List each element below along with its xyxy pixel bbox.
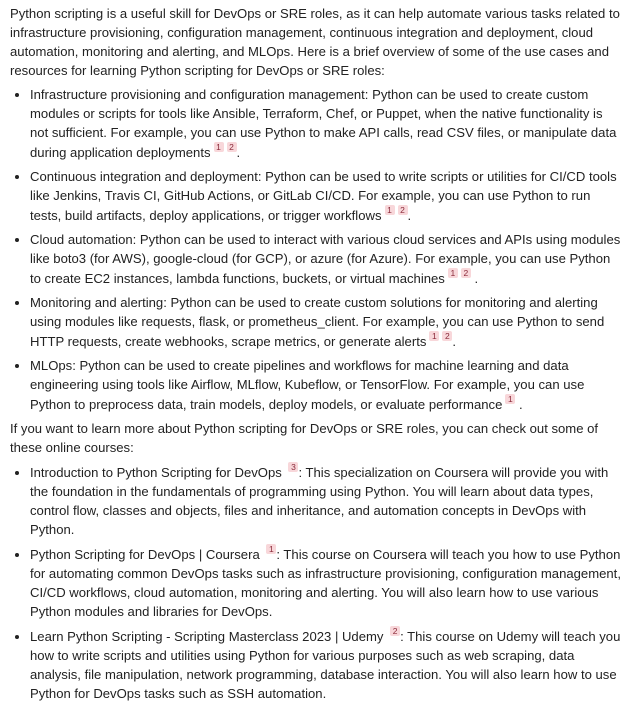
list-item-tail: . bbox=[474, 271, 479, 286]
citation-link[interactable]: 1 bbox=[266, 544, 276, 554]
list-item-text: Cloud automation: Python can be used to interact with various cloud services and APIs using modules like boto3 (for AWS), google-cloud (for GCP), or azure (for Azure). For example, you can use Python to create EC2 instances, lambda functions, buckets, or virtual machines bbox=[30, 232, 621, 286]
citation-link[interactable]: 2 bbox=[227, 142, 237, 152]
citation-link[interactable]: 2 bbox=[442, 331, 452, 341]
list-item bbox=[30, 356, 624, 414]
list-item-tail: . bbox=[519, 397, 523, 412]
citation-link[interactable]: 1 bbox=[214, 142, 224, 152]
citation-link[interactable]: 2 bbox=[398, 205, 408, 215]
list-item-text: Infrastructure provisioning and configuration management: Python can be used to create custom modules or scripts for tools like Ansible, Terraform, Chef, or Puppet, when the native functionality is not sufficient. For example, you can use Python to make API calls, read CSV files, or manipulate data during application deployments bbox=[30, 87, 617, 160]
course-description: : This course on Coursera will teach you how to use Python for automating common DevOps tasks such as infrastructure provisioning, configuration management, CI/CD workflows, cloud automation, monitoring and alerting. You will also learn how to use various Python modules and libraries for DevOps. bbox=[30, 547, 621, 619]
list-item bbox=[30, 167, 624, 225]
intro-paragraph: Python scripting is a useful skill for DevOps or SRE roles, as it can help automate various tasks related to infrastructure provisioning, configuration management, continuous integration and deployment, cloud automation, monitoring and alerting, and MLOps. Here is a brief overview of some of the use cases and resources for learning Python scripting for DevOps or SRE roles: bbox=[10, 6, 620, 78]
citation-link[interactable]: 1 bbox=[448, 268, 458, 278]
use-case-list bbox=[10, 85, 624, 414]
course-title: Learn Python Scripting - Scripting Masterclass 2023 | Udemy bbox=[30, 629, 384, 644]
citation-link[interactable]: 2 bbox=[390, 626, 400, 636]
citation-link[interactable]: 3 bbox=[288, 462, 298, 472]
list-item-tail: . bbox=[407, 208, 412, 223]
course-list bbox=[10, 462, 624, 703]
course-title: Introduction to Python Scripting for DevOps bbox=[30, 465, 282, 480]
citation-link[interactable]: 1 bbox=[385, 205, 395, 215]
list-item-text: MLOps: Python can be used to create pipelines and workflows for machine learning and data engineering using tools like Airflow, MLflow, Kubeflow, or TensorFlow. For example, you can use Python to preprocess data, train models, deploy models, or evaluate performance bbox=[30, 358, 585, 412]
list-item bbox=[30, 293, 624, 351]
course-description: : This specialization on Coursera will provide you with the foundation in the fundamentals of programming using Python. You will learn about data types, control flow, classes and objects, files and inheritance, and automation concepts in DevOps with Python. bbox=[30, 465, 609, 537]
list-item bbox=[30, 230, 624, 288]
course-description: : This course on Udemy will teach you how to write scripts and utilities using Python for various purposes such as web scraping, data analysis, file manipulation, network programming, database interaction. You will also learn how to use Python for DevOps tasks such as SSH automation. bbox=[30, 629, 621, 701]
citation-link[interactable]: 1 bbox=[505, 394, 515, 404]
list-item bbox=[30, 85, 624, 162]
list-item-text: Monitoring and alerting: Python can be used to create custom solutions for monitoring and alerting using modules like requests, flask, or prometheus_client. For example, you can use Python to send HTTP requests, create webhooks, scrape metrics, or generate alerts bbox=[30, 295, 605, 349]
citation-link[interactable]: 1 bbox=[429, 331, 439, 341]
list-item bbox=[30, 626, 624, 703]
list-item-text: Continuous integration and deployment: Python can be used to write scripts or utilities for CI/CD tools like Jenkins, Travis CI, GitHub Actions, or GitLab CI/CD. For example, you can use Python to run tests, build artifacts, deploy applications, or trigger workflows bbox=[30, 169, 617, 223]
list-item bbox=[30, 462, 624, 539]
list-item-tail: . bbox=[236, 145, 241, 160]
courses-intro-paragraph: If you want to learn more about Python scripting for DevOps or SRE roles, you can check out some of these online courses: bbox=[10, 421, 599, 455]
citation-link[interactable]: 2 bbox=[461, 268, 471, 278]
list-item bbox=[30, 544, 624, 621]
list-item-tail: . bbox=[452, 334, 457, 349]
course-title: Python Scripting for DevOps | Coursera bbox=[30, 547, 260, 562]
